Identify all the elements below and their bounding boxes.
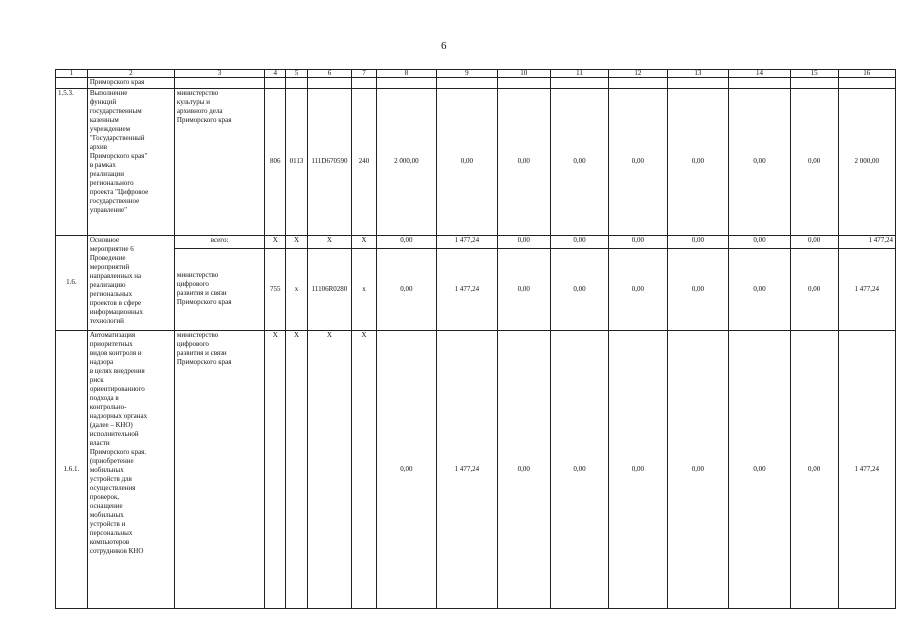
col-header: 8 <box>376 70 437 78</box>
cell-c16: 1 477,24 <box>838 330 895 608</box>
col-header: 16 <box>838 70 895 78</box>
cell-c9: 1 477,24 <box>437 249 498 330</box>
program-table <box>55 69 896 609</box>
measure-name: Выполнение функций государственным казенным учреждением "Государственный архив Приморского края" в рамках реализации регионального проекта "Цифровое государственное управление" <box>87 88 174 235</box>
executor: министерство цифрового развития и связи Приморского края <box>174 249 264 330</box>
measure-name: Основное мероприятие 6 Проведение мероприятий направленных на реализацию региональных проектов в сфере информационных технологий <box>87 235 174 330</box>
cell-c9: 1 477,24 <box>437 330 498 608</box>
cell-c11: 0,00 <box>550 88 608 235</box>
cell-c5: 0113 <box>286 88 307 235</box>
col-header: 2 <box>87 70 174 78</box>
cell-c11: 0,00 <box>550 235 608 249</box>
cell-c7: 240 <box>352 88 376 235</box>
cell-c11: 0,00 <box>550 249 608 330</box>
col-header: 10 <box>497 70 550 78</box>
col-header: 3 <box>174 70 264 78</box>
row-number: 1.6. <box>56 235 88 330</box>
col-header: 15 <box>790 70 838 78</box>
cell-c14: 0,00 <box>729 235 791 249</box>
cell-c14: 0,00 <box>729 88 791 235</box>
cell-c6: 11106R0280 <box>307 249 352 330</box>
cell-c10: 0,00 <box>497 88 550 235</box>
col-header: 6 <box>307 70 352 78</box>
cell-c15: 0,00 <box>790 249 838 330</box>
col-header: 4 <box>265 70 286 78</box>
total-label: всего: <box>174 235 264 249</box>
cell-c15: 0,00 <box>790 88 838 235</box>
cell-c8: 0,00 <box>376 235 437 249</box>
table-row-1-6-1 <box>56 330 896 608</box>
cell-c7: X <box>352 330 376 608</box>
col-header: 9 <box>437 70 498 78</box>
cell-c8: 0,00 <box>376 330 437 608</box>
cell-c13: 0,00 <box>667 249 729 330</box>
cell-c4: X <box>265 235 286 249</box>
cell-c13: 0,00 <box>667 235 729 249</box>
cell-c10: 0,00 <box>497 330 550 608</box>
continuation-name: Приморского края <box>87 78 174 88</box>
measure-name: Автоматизация приоритетных видов контроля и надзора в целях внедрения риск ориентированного подхода в контрольно- надзорных органах (далее – КНО) исполнительной власти Приморского края. (приобретение мобильных устройств для осуществления проверок, оснащение мобильных устройств и персональных компьютеров сотрудников КНО <box>87 330 174 608</box>
cell-c4: 755 <box>265 249 286 330</box>
cell-c16: 1 477,24 <box>838 249 895 330</box>
col-header: 1 <box>56 70 88 78</box>
cell-c6: X <box>307 330 352 608</box>
col-header: 14 <box>729 70 791 78</box>
col-header: 7 <box>352 70 376 78</box>
cell-c11: 0,00 <box>550 330 608 608</box>
cell-c5: X <box>286 330 307 608</box>
cell-c12: 0,00 <box>609 88 667 235</box>
cell-c7: x <box>352 249 376 330</box>
cell-c4: X <box>265 330 286 608</box>
cell-c13: 0,00 <box>667 88 729 235</box>
cell-c10: 0,00 <box>497 249 550 330</box>
row-number: 1.5.3. <box>56 88 88 235</box>
cell-c12: 0,00 <box>609 235 667 249</box>
cell-c8: 2 000,00 <box>376 88 437 235</box>
cell-c12: 0,00 <box>609 330 667 608</box>
cell-c13: 0,00 <box>667 330 729 608</box>
cell-c8: 0,00 <box>376 249 437 330</box>
cell-c9: 0,00 <box>437 88 498 235</box>
cell-c9: 1 477,24 <box>437 235 498 249</box>
cell-c12: 0,00 <box>609 249 667 330</box>
cell-c5: X <box>286 235 307 249</box>
cell-c14: 0,00 <box>729 249 791 330</box>
col-header: 12 <box>609 70 667 78</box>
cell-c6: 111D670590 <box>307 88 352 235</box>
cell-c7: X <box>352 235 376 249</box>
table-row-1-5-3 <box>56 88 896 235</box>
cell-c5: x <box>286 249 307 330</box>
executor: министерство цифрового развития и связи Приморского края <box>174 330 264 608</box>
cell-c14: 0,00 <box>729 330 791 608</box>
column-number-row <box>56 70 896 78</box>
cell-c15: 0,00 <box>790 330 838 608</box>
cell-c6: X <box>307 235 352 249</box>
page-number: 6 <box>441 40 447 52</box>
table-row-1-6 <box>56 249 896 330</box>
executor: министерство культуры и архивного дела Приморского края <box>174 88 264 235</box>
cell-c16: 2 000,00 <box>838 88 895 235</box>
col-header: 13 <box>667 70 729 78</box>
table-row-1-6-total <box>56 235 896 249</box>
col-header: 5 <box>286 70 307 78</box>
col-header: 11 <box>550 70 608 78</box>
row-number: 1.6.1. <box>56 330 88 608</box>
cell-c4: 806 <box>265 88 286 235</box>
continuation-row <box>56 78 896 88</box>
cell-c16: 1 477,24 <box>838 235 895 249</box>
cell-c15: 0,00 <box>790 235 838 249</box>
cell-c10: 0,00 <box>497 235 550 249</box>
